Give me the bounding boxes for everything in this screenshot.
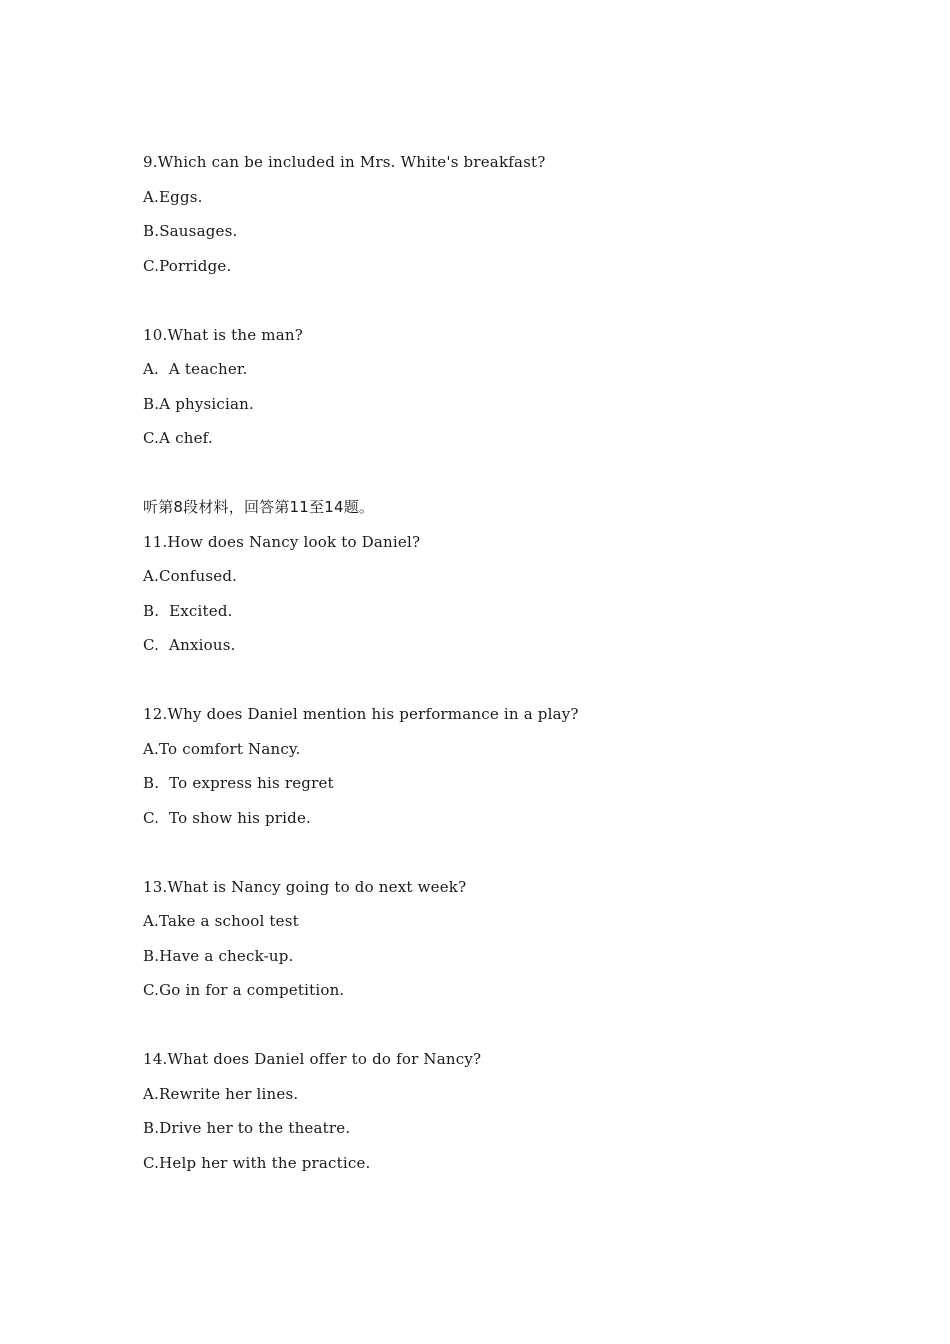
question-block-13: [143, 875, 843, 1013]
question-block-12: [143, 702, 843, 840]
question-text: 12.Why does Daniel mention his performance in a play?: [143, 705, 579, 723]
option-c: C. To show his pride.: [143, 808, 312, 827]
option-a: A.Confused.: [143, 567, 238, 585]
option-a: A.Take a school test: [143, 912, 299, 930]
option-b: B.A physician.: [143, 394, 254, 413]
question-block-14: [143, 1047, 843, 1185]
question-text: 9.Which can be included in Mrs. White's breakfast?: [143, 153, 546, 171]
option-c: C.Help her with the practice.: [143, 1153, 371, 1172]
option-c: C.A chef.: [143, 429, 213, 447]
document-content: [143, 150, 843, 1185]
question-block-11: [143, 495, 843, 668]
question-text: 13.What is Nancy going to do next week?: [143, 877, 467, 896]
option-a: A.Eggs.: [143, 187, 203, 206]
option-b: B.Drive her to the theatre.: [143, 1119, 351, 1137]
question-text: 11.How does Nancy look to Daniel?: [143, 532, 421, 551]
option-b: B.Sausages.: [143, 222, 238, 240]
question-text: 14.What does Daniel offer to do for Nancy?: [143, 1050, 482, 1068]
option-c: C. Anxious.: [143, 636, 236, 654]
question-block-9: [143, 150, 843, 288]
option-b: B. To express his regret: [143, 774, 334, 792]
question-block-10: [143, 323, 843, 461]
option-c: C.Porridge.: [143, 256, 232, 275]
option-a: A.To comfort Nancy.: [143, 739, 301, 758]
option-b: B. Excited.: [143, 601, 233, 620]
question-text: 10.What is the man?: [143, 325, 303, 344]
section-instruction: 听第8段材料，回答第11至14题。: [143, 498, 375, 516]
option-a: A.Rewrite her lines.: [143, 1084, 299, 1103]
option-c: C.Go in for a competition.: [143, 981, 345, 999]
option-b: B.Have a check-up.: [143, 946, 294, 965]
option-a: A. A teacher.: [143, 360, 248, 378]
